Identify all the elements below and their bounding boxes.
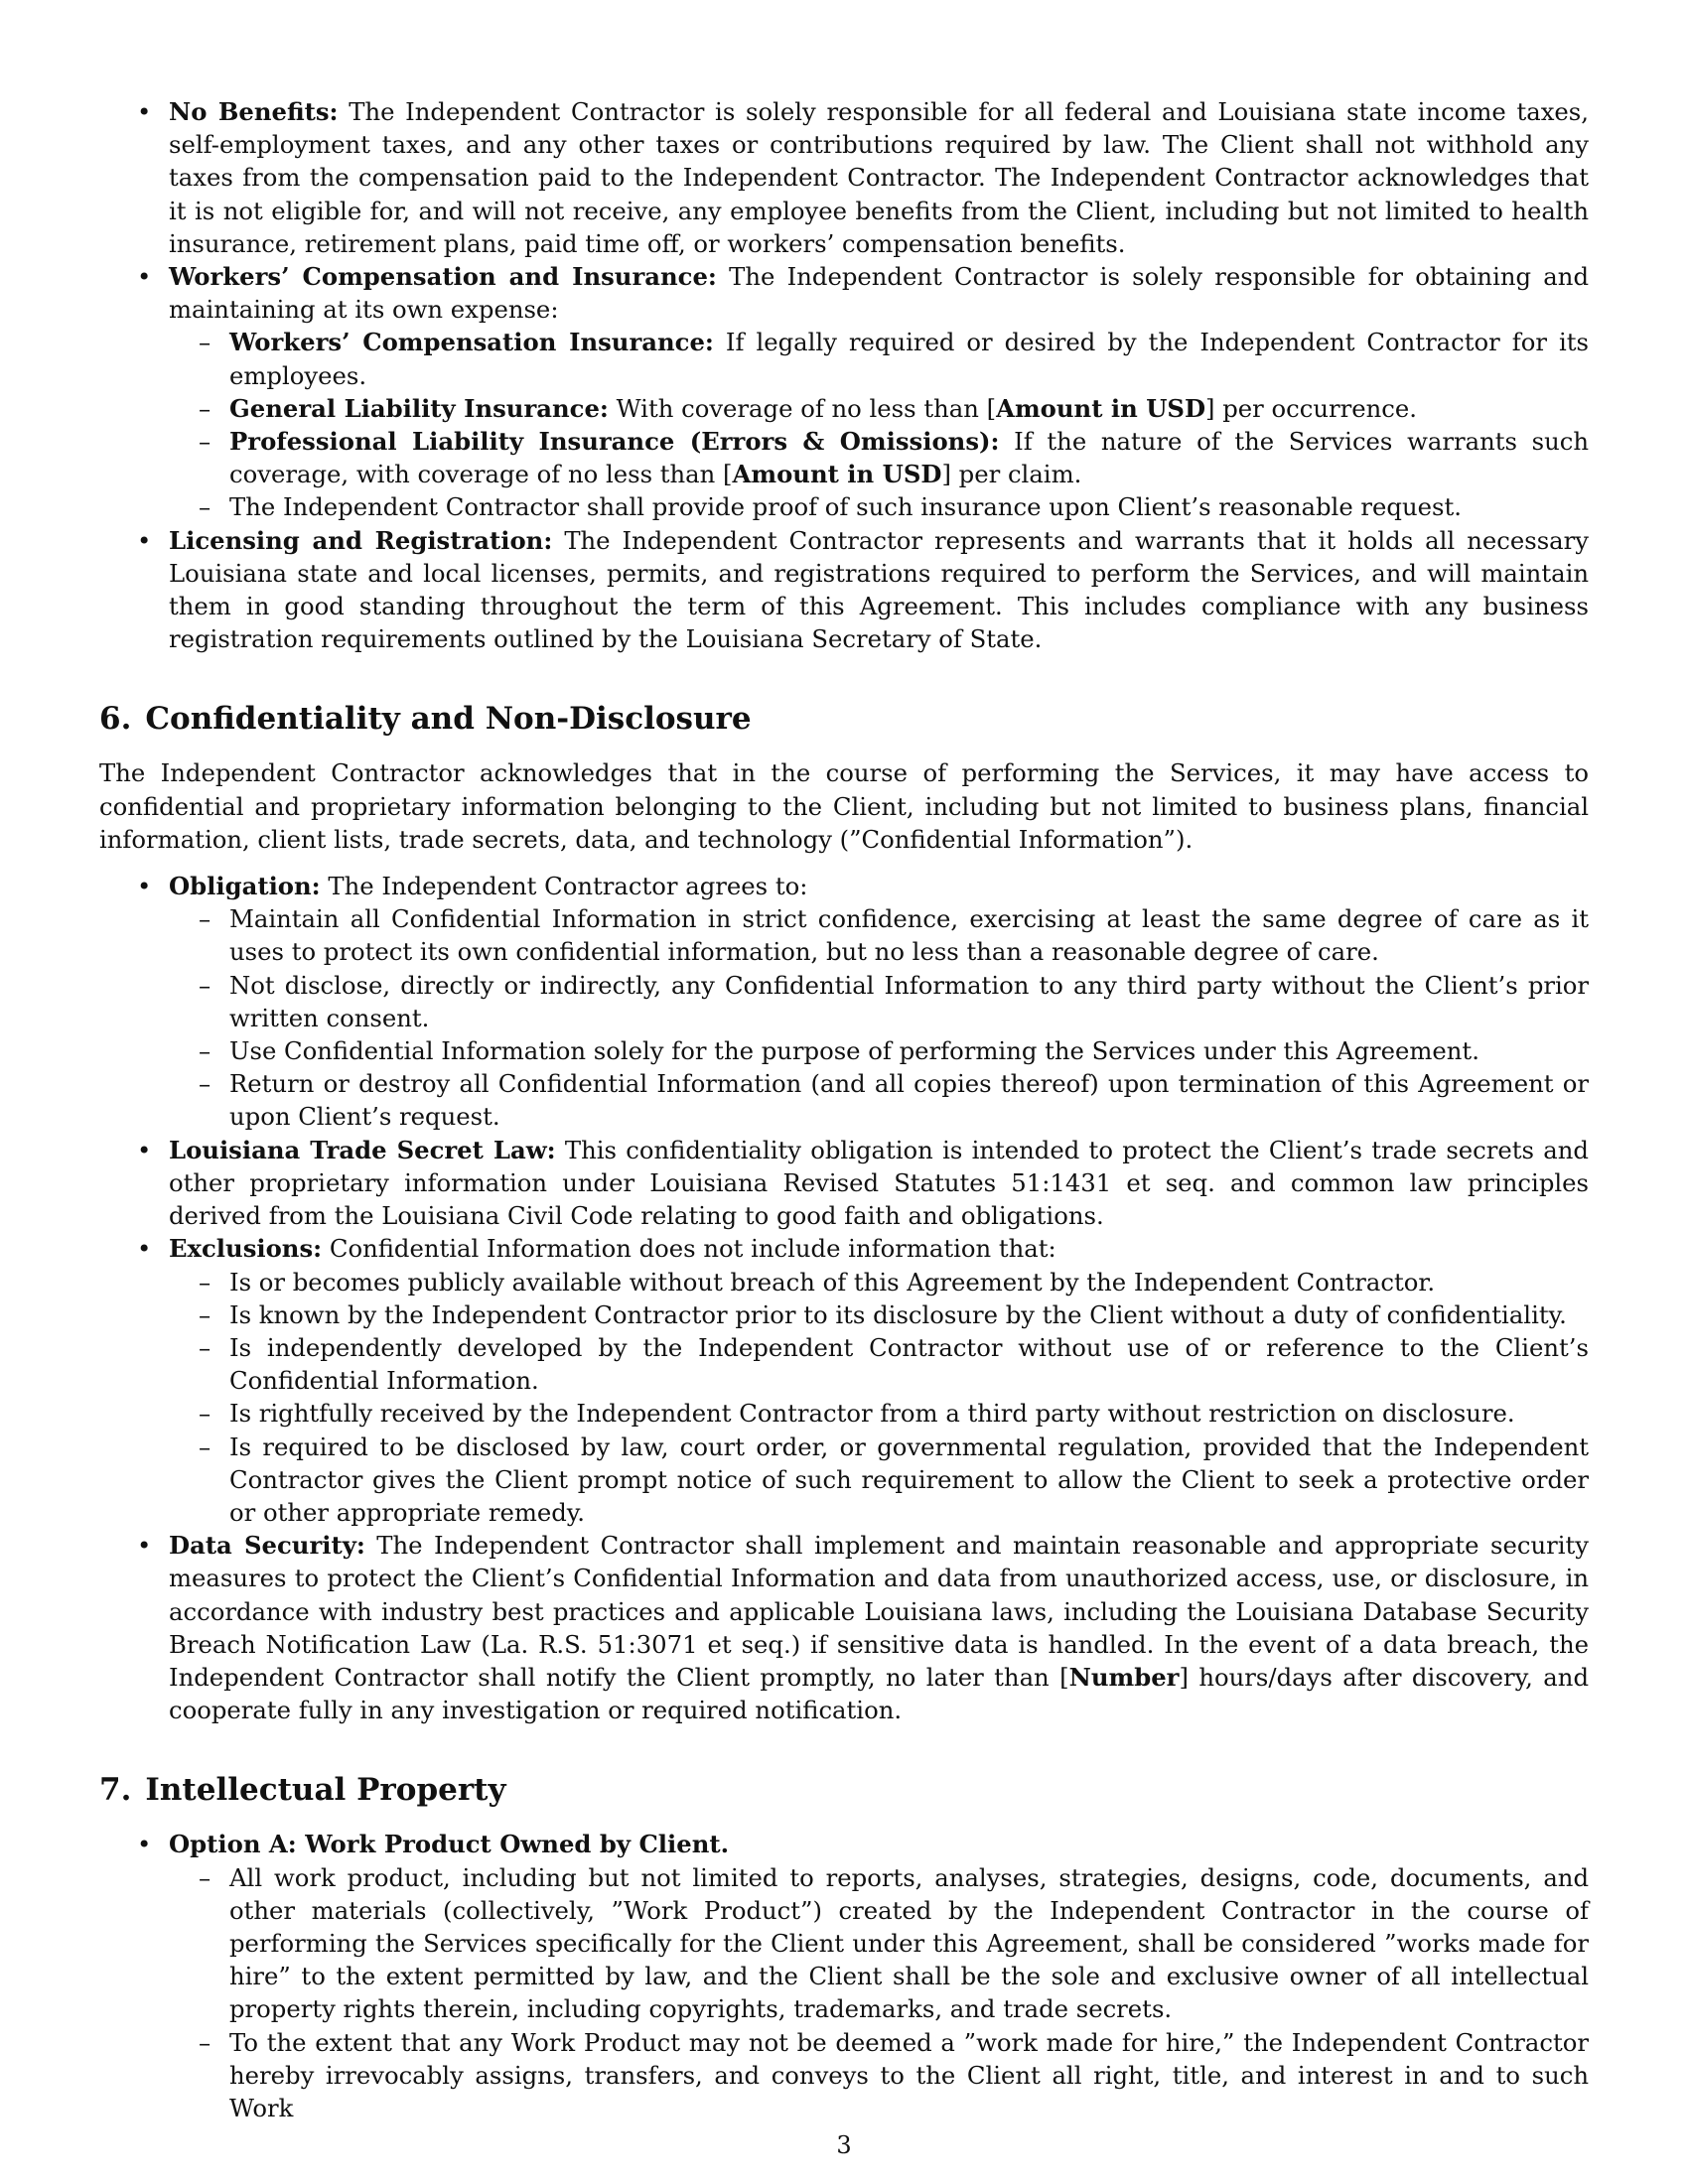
option-a-sublist <box>169 1861 1589 2125</box>
term-data-security: Data Security: <box>169 1531 365 1561</box>
text-obligation: The Independent Contractor agrees to: <box>328 872 808 901</box>
term-wc-insurance: Workers’ Compensation Insurance: <box>229 328 714 357</box>
sub-item-option-a-1: – All work product, including but not limited to reports, analyses, strategies, designs, code, documents, and other materials (collectively, ”Work Product”) created by the Independent Contractor in the course of performing the Services specifically for the Client under this Agreement, shall be considered ”works made for hire” to the extent permitted by law, and the Client shall be the sole and exclusive owner of all intellectual property rights therein, including copyrights, trademarks, and trade secrets. <box>169 1861 1589 2026</box>
term-licensing: Licensing and Registration: <box>169 525 553 555</box>
term-trade-secret: Louisiana Trade Secret Law: <box>169 1135 556 1164</box>
placeholder-amount-pl: Amount in USD <box>732 460 942 489</box>
text-exclusions: Confidential Information does not include information that: <box>329 1234 1056 1264</box>
section6-heading <box>99 699 1589 739</box>
text-professional-liability-pre: If the nature of the Services warrants such coverage, with coverage of no less than [ <box>229 427 1589 489</box>
term-option-a: Option A: Work Product Owned by Client. <box>169 1830 730 1859</box>
list-item-workers-comp <box>99 260 1589 524</box>
section6-number: 6. <box>99 701 132 738</box>
text-proof-of-insurance: The Independent Contractor shall provide proof of such insurance upon Client’s reasonable request. <box>229 492 1462 522</box>
term-professional-liability: Professional Liability Insurance (Errors & Omissions): <box>229 427 1000 457</box>
list-item-data-security <box>99 1529 1589 1726</box>
sub-item-exclusion-2: – Is known by the Independent Contractor prior to its disclosure by the Client without a duty of confidentiality. <box>169 1298 1589 1331</box>
term-exclusions: Exclusions: <box>169 1234 323 1264</box>
sub-item-option-a-2: – To the extent that any Work Product may not be deemed a ”work made for hire,” the Independent Contractor hereby irrevocably assigns, transfers, and conveys to the Client all right, title, and interest in and to such Work <box>169 2026 1589 2125</box>
text-trade-secret: This confidentiality obligation is intended to protect the Client’s trade secrets and other proprietary information under Louisiana Revised Statutes 51:1431 et seq. and common law principles derived from the Louisiana Civil Code relating to good faith and obligations. <box>169 1135 1589 1231</box>
sub-item-exclusion-4: – Is rightfully received by the Independent Contractor from a third party without restriction on disclosure. <box>169 1397 1589 1430</box>
text-workers-comp: The Independent Contractor is solely responsible for obtaining and maintaining at its own expense: <box>169 262 1589 325</box>
sub-item-professional-liability <box>169 425 1589 490</box>
placeholder-number: Number <box>1068 1662 1180 1692</box>
section6-intro: The Independent Contractor acknowledges that in the course of performing the Services, it may have access to confidential and proprietary information belonging to the Client, including but not limited to business plans, financial information, client lists, trade secrets, data, and technology (”Confidential Information”). <box>99 758 1589 854</box>
list-item-licensing <box>99 524 1589 656</box>
sub-item-wc-insurance <box>169 326 1589 391</box>
term-obligation: Obligation: <box>169 872 321 901</box>
sub-item-obligation-1: – Maintain all Confidential Information in strict confidence, exercising at least the same degree of care as it uses to protect its own confidential information, but no less than a reasonable degree of care. <box>169 902 1589 968</box>
section7-title: Intellectual Property <box>145 1772 506 1809</box>
document-page <box>99 95 1589 2124</box>
list-item-trade-secret <box>99 1134 1589 1233</box>
sub-item-exclusion-5: – Is required to be disclosed by law, court order, or governmental regulation, provided that the Independent Contractor gives the Client prompt notice of such requirement to allow the Client to seek a protective order or other appropriate remedy. <box>169 1431 1589 1530</box>
obligation-sublist <box>169 902 1589 1133</box>
section6-list <box>99 870 1589 1726</box>
section5-list <box>99 95 1589 655</box>
insurance-sublist <box>169 326 1589 523</box>
exclusions-sublist <box>169 1266 1589 1530</box>
text-wc-insurance: If legally required or desired by the Independent Contractor for its employees. <box>229 328 1589 390</box>
section7-number: 7. <box>99 1772 132 1809</box>
list-item-option-a <box>99 1828 1589 2124</box>
section7-list <box>99 1828 1589 2124</box>
term-workers-comp: Workers’ Compensation and Insurance: <box>169 262 717 292</box>
text-general-liability-pre: With coverage of no less than [ <box>616 393 997 423</box>
text-data-security-post: ] hours/days after discovery, and cooperate fully in any investigation or required notification. <box>169 1662 1589 1725</box>
sub-item-obligation-4: – Return or destroy all Confidential Information (and all copies thereof) upon termination of this Agreement or upon Client’s request. <box>169 1067 1589 1133</box>
list-item-no-benefits <box>99 95 1589 260</box>
term-no-benefits: No Benefits: <box>169 97 339 126</box>
section6-title: Confidentiality and Non-Disclosure <box>145 701 752 738</box>
section7-heading <box>99 1770 1589 1810</box>
text-professional-liability-post: ] per claim. <box>941 460 1082 489</box>
term-general-liability: General Liability Insurance: <box>229 393 609 423</box>
sub-item-proof-of-insurance <box>169 490 1589 523</box>
placeholder-amount-gl: Amount in USD <box>996 393 1206 423</box>
text-data-security-pre: The Independent Contractor shall implement and maintain reasonable and appropriate security measures to protect the Client’s Confidential Information and data from unauthorized access, use, or disclosure, in accordance with industry best practices and applicable Louisiana laws, including the Louisiana Database Security Breach Notification Law (La. R.S. 51:3071 et seq.) if sensitive data is handled. In the event of a data breach, the Independent Contractor shall notify the Client promptly, no later than [ <box>169 1531 1589 1692</box>
sub-item-exclusion-1: – Is or becomes publicly available without breach of this Agreement by the Independent Contractor. <box>169 1266 1589 1298</box>
list-item-obligation <box>99 870 1589 1134</box>
text-licensing: The Independent Contractor represents and warrants that it holds all necessary Louisiana state and local licenses, permits, and registrations required to perform the Services, and will maintain them in good standing throughout the term of this Agreement. This includes compliance with any business registration requirements outlined by the Louisiana Secretary of State. <box>169 525 1589 654</box>
text-general-liability-post: ] per occurrence. <box>1205 393 1417 423</box>
sub-item-general-liability <box>169 392 1589 425</box>
sub-item-obligation-2: – Not disclose, directly or indirectly, any Confidential Information to any third party without the Client’s prior written consent. <box>169 969 1589 1034</box>
page-number: 3 <box>836 2131 852 2159</box>
sub-item-obligation-3: – Use Confidential Information solely for the purpose of performing the Services under this Agreement. <box>169 1034 1589 1067</box>
sub-item-exclusion-3: – Is independently developed by the Independent Contractor without use of or reference to the Client’s Confidential Information. <box>169 1331 1589 1397</box>
text-no-benefits: The Independent Contractor is solely responsible for all federal and Louisiana state income taxes, self-employment taxes, and any other taxes or contributions required by law. The Client shall not withhold any taxes from the compensation paid to the Independent Contractor. The Independent Contractor acknowledges that it is not eligible for, and will not receive, any employee benefits from the Client, including but not limited to health insurance, retirement plans, paid time off, or workers’ compensation benefits. <box>169 97 1589 258</box>
list-item-exclusions <box>99 1232 1589 1529</box>
